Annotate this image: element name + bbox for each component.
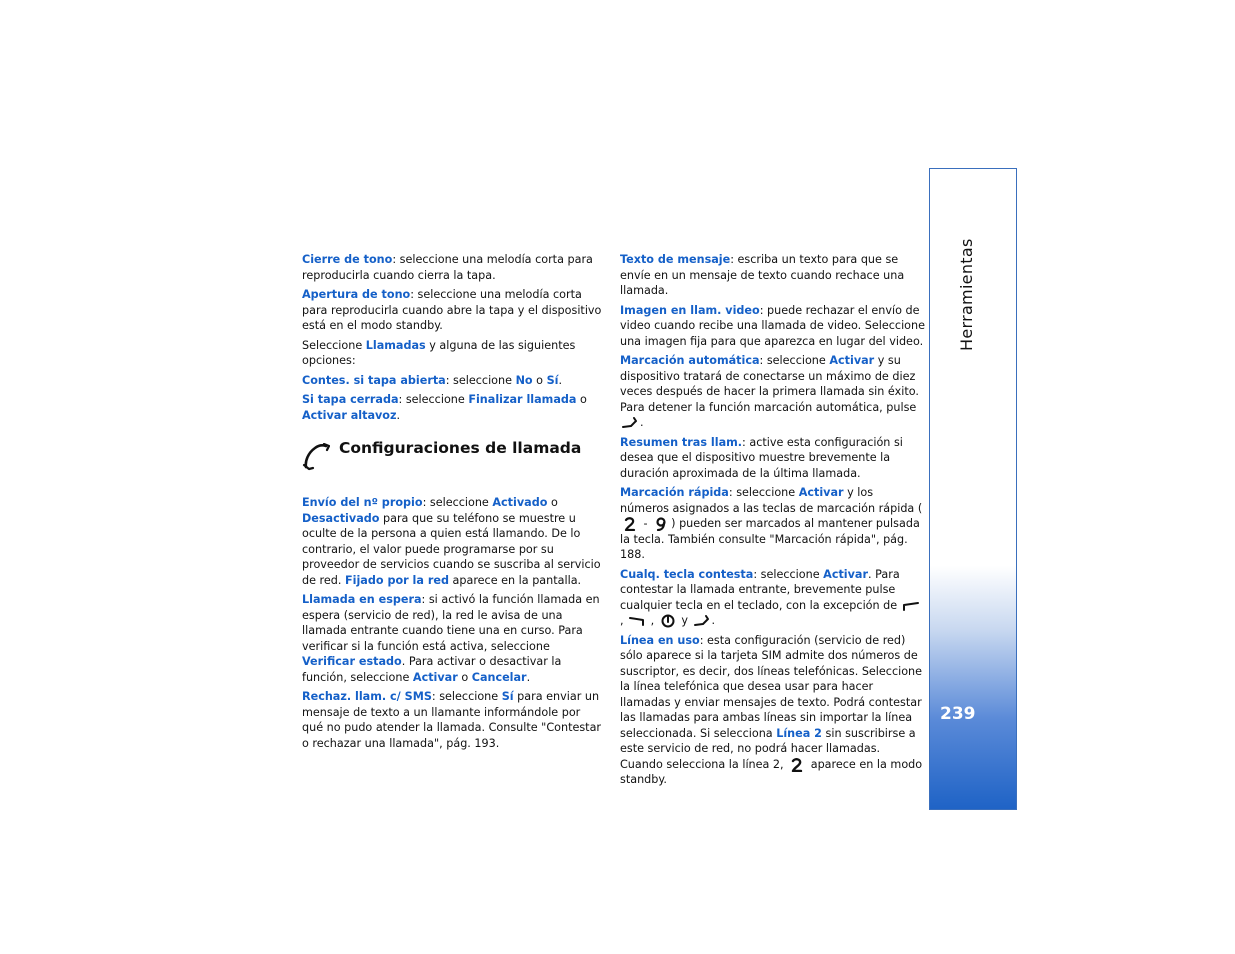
- text: : seleccione: [431, 690, 502, 703]
- option: Verificar estado: [302, 655, 402, 668]
- term: Apertura de tono: [302, 288, 411, 301]
- text: : seleccione: [759, 354, 830, 367]
- text: : seleccione: [753, 567, 824, 581]
- option: Sí: [546, 373, 559, 387]
- text: aparece en la pantalla.: [448, 573, 582, 587]
- term: Marcación rápida: [620, 486, 729, 499]
- text: : puede rechazar el envío de video cuando recibe una llamada de video. Seleccione una imagen fija para que aparezca en lugar del video.: [620, 303, 925, 348]
- text: . Para contestar la llamada entrante, brevemente pulse cualquier tecla en el teclado, con la excepción de: [620, 567, 901, 612]
- text: .: [558, 373, 563, 387]
- text: y: [677, 614, 692, 627]
- section-name: Herramientas: [957, 238, 976, 351]
- page-number: 239: [940, 704, 976, 724]
- text: : active esta configuración si desea que el dispositivo muestre brevemente la duración aproximada de la última llamada.: [620, 435, 903, 480]
- text: : escriba un texto para que se envíe en un mensaje de texto cuando rechace una llamada.: [620, 253, 905, 297]
- text: para enviar un mensaje de texto a un llamante informándole por qué no pudo atender la llamada. Consulte "Contestar o rechazar una llamada", pág. 193.: [302, 690, 602, 750]
- option: Fijado por la red: [345, 573, 449, 587]
- text: -: [640, 517, 652, 530]
- right-selection-key-icon: [627, 614, 647, 628]
- option: Activar: [798, 486, 844, 499]
- option: Cancelar: [471, 670, 527, 684]
- text: . Para activar o desactivar la función, seleccione: [302, 655, 562, 684]
- text: : seleccione: [422, 496, 493, 509]
- paragraph-apertura-de-tono: [302, 287, 604, 334]
- paragraph-marcacion-rapida: [620, 485, 925, 563]
- paragraph-marcacion-automatica: [620, 353, 925, 431]
- text: .: [526, 670, 531, 684]
- term: Imagen en llam. video: [620, 303, 760, 317]
- term: Marcación automática: [620, 354, 760, 367]
- phone-handset-icon: [302, 443, 330, 471]
- left-selection-key-icon: [901, 599, 921, 613]
- text: : seleccione: [728, 486, 799, 499]
- paragraph-llamada-en-espera: [302, 592, 604, 685]
- text: .: [396, 408, 401, 422]
- text: para que su teléfono se muestre u oculte de la persona a quien está llamando. De lo contrario, el valor puede programarse por su proveedor de servicios cuando se suscriba al servicio de red.: [302, 511, 601, 587]
- text: o: [576, 393, 587, 406]
- text: : seleccione una melodía corta para reproducirla cuando abre la tapa y el dispositivo está en el modo standby.: [302, 288, 602, 332]
- option: Activar: [823, 567, 869, 581]
- text: aparece en la modo standby.: [620, 757, 923, 786]
- paragraph-rechaz-llam-sms: [302, 689, 604, 751]
- term: Línea en uso: [620, 633, 700, 647]
- text: : si activó la función llamada en espera (servicio de red), la red le avisa de una llamada entrante cuando tiene una en curso. Para verificar si la función está activa, seleccione: [302, 593, 600, 653]
- option: Línea 2: [776, 726, 822, 740]
- paragraph-imagen-en-llam-video: [620, 303, 925, 350]
- right-column: [620, 252, 925, 792]
- text: y su dispositivo tratará de conectarse un máximo de diez veces después de hacer la primera llamada sin éxito. Para detener la función marcación automática, pulse: [620, 354, 919, 414]
- option: Activar: [829, 354, 875, 367]
- term: Rechaz. llam. c/ SMS: [302, 690, 432, 703]
- text: sin suscribirse a este servicio de red, no podrá hacer llamadas. Cuando selecciona la línea 2,: [620, 726, 916, 771]
- term: Resumen tras llam.: [620, 435, 743, 449]
- term: Cualq. tecla contesta: [620, 567, 754, 581]
- text: o: [532, 373, 547, 387]
- end-key-icon: [620, 416, 640, 430]
- term: Llamadas: [365, 338, 426, 352]
- text: ) pueden ser marcados al mantener pulsada la tecla. También consulte "Marcación rápida", pág. 188.: [620, 517, 920, 561]
- paragraph-cierre-de-tono: [302, 252, 604, 283]
- term: Cierre de tono: [302, 253, 393, 266]
- number-key-9-icon: [651, 517, 671, 531]
- text: y alguna de las siguientes opciones:: [302, 338, 576, 367]
- option: Activar: [412, 670, 458, 684]
- option: Activado: [492, 496, 548, 509]
- text: o: [457, 670, 472, 684]
- text: o: [547, 496, 558, 509]
- power-key-icon: [658, 614, 678, 628]
- text: y los números asignados a las teclas de marcación rápida (: [620, 486, 923, 515]
- paragraph-linea-en-uso: [620, 633, 925, 788]
- text: : esta configuración (servicio de red) sólo aparece si la tarjeta SIM admite dos números de suscriptor, es decir, dos líneas telefónicas. Seleccione la línea telefónica que desea usar para hacer llamadas y enviar mensajes de texto. Podrá contestar las llamadas para ambas líneas sin importar la línea seleccionada. Si selecciona: [620, 633, 923, 740]
- text: .: [640, 416, 644, 429]
- term: Contes. si tapa abierta: [302, 373, 446, 387]
- text: .: [711, 614, 716, 627]
- paragraph-texto-de-mensaje: [620, 252, 925, 299]
- option: No: [515, 373, 533, 387]
- text: : seleccione una melodía corta para reproducirla cuando cierra la tapa.: [302, 253, 593, 282]
- paragraph-resumen-tras-llam: [620, 435, 925, 482]
- text: Seleccione: [302, 338, 366, 352]
- option: Sí: [501, 690, 514, 703]
- term: Envío del nº propio: [302, 496, 423, 509]
- option: Finalizar llamada: [468, 393, 577, 406]
- term: Llamada en espera: [302, 593, 422, 606]
- text: ,: [647, 614, 658, 627]
- paragraph-contes-si-tapa-abierta: [302, 373, 604, 389]
- number-key-2-icon: [620, 517, 640, 531]
- paragraph-cualq-tecla-contesta: [620, 567, 925, 629]
- term: Texto de mensaje: [620, 253, 731, 266]
- section-tab-sidebar: [929, 168, 1017, 810]
- paragraph-si-tapa-cerrada: [302, 392, 604, 423]
- line-2-indicator-icon: [787, 758, 807, 772]
- text: : seleccione: [398, 393, 469, 406]
- term: Si tapa cerrada: [302, 393, 399, 406]
- end-key-icon: [692, 614, 712, 628]
- section-title: Configuraciones de llamada: [339, 439, 582, 457]
- section-heading: [302, 437, 604, 483]
- option: Activar altavoz: [302, 408, 397, 422]
- text: : seleccione: [445, 373, 516, 387]
- option: Desactivado: [302, 511, 380, 525]
- paragraph-seleccione-llamadas: [302, 338, 604, 369]
- left-column: [302, 252, 604, 755]
- text: ,: [620, 614, 628, 627]
- paragraph-envio-numero-propio: [302, 495, 604, 588]
